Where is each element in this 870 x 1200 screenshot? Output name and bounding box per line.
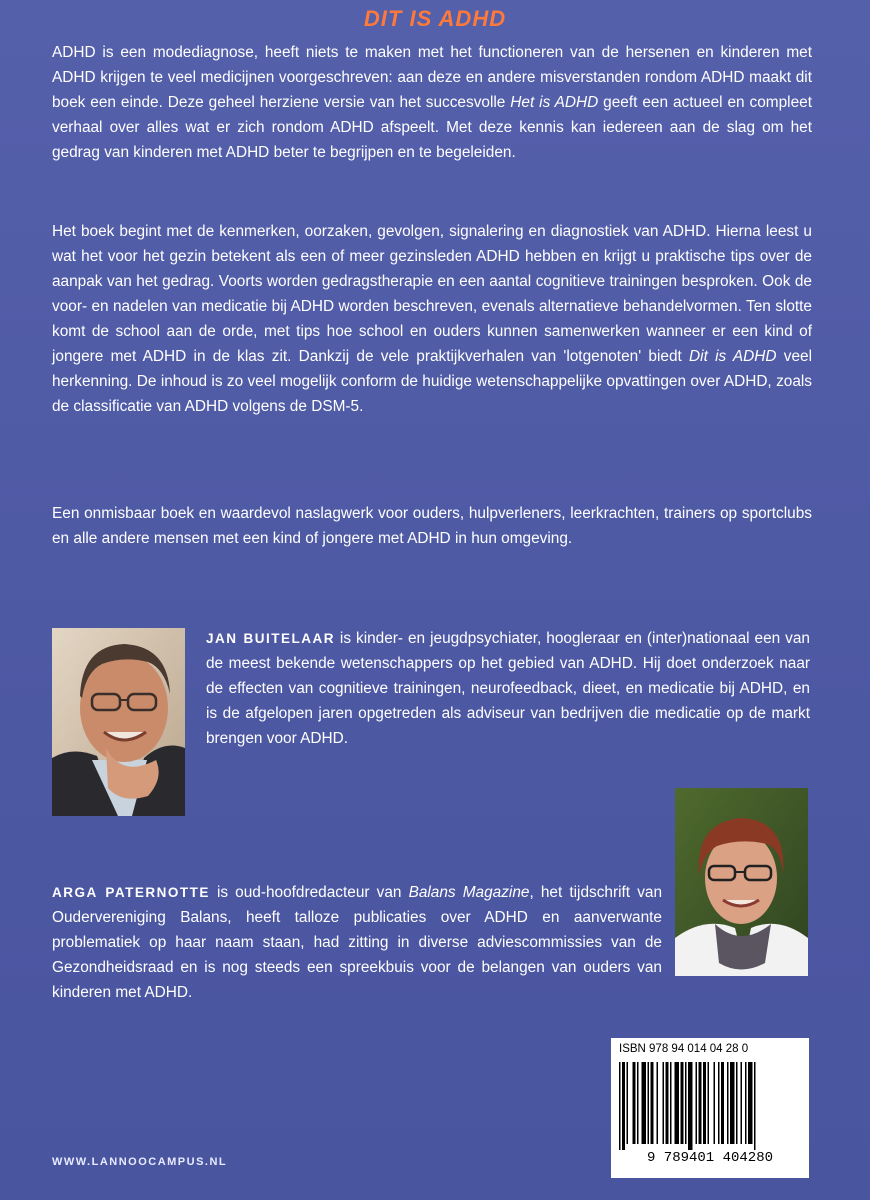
barcode-icon	[617, 1062, 803, 1150]
barcode-bar	[648, 1062, 650, 1144]
author-name: JAN BUITELAAR	[206, 631, 335, 646]
author-bio-italic: Balans Magazine	[408, 884, 530, 901]
paragraph-2-text-b: veel herkenning. De inhoud is zo veel mogelijk conform de huidige wetenschappelijke opvattingen over ADHD, zoals de classificatie van ADHD volgens de DSM-5.	[52, 348, 813, 415]
barcode-bar	[642, 1062, 647, 1144]
barcode-bar	[633, 1062, 636, 1144]
barcode-bar	[622, 1062, 625, 1150]
paragraph-1-text-a: ADHD is een modediagnose, heeft niets te maken met het functioneren van de hersenen en kinderen met ADHD krijgen te veel medicijnen voorgeschreven: aan deze en andere misverstanden rondom ADHD maakt dit boek een einde. Deze geheel herziene versie van het succesvolle	[52, 44, 812, 111]
author-bio-text-b: , het tijdschrift van Oudervereniging Balans, heeft talloze publicaties over ADHD en aanverwante problematiek op haar naam staan, had zitting in diverse adviescommissies van de Gezondheidsraad en is nog steeds een spreekbuis voor de belangen van ouders van kinderen met ADHD.	[52, 884, 663, 1001]
author-bio-arga-paternotte	[52, 880, 662, 1005]
isbn-barcode	[611, 1038, 809, 1178]
description-paragraph-1	[52, 40, 812, 165]
barcode-bar	[708, 1062, 710, 1144]
barcode-bar	[651, 1062, 654, 1144]
barcode-bar	[681, 1062, 684, 1144]
barcode-bar	[666, 1062, 669, 1144]
barcode-bar	[637, 1062, 639, 1144]
barcode-bar	[657, 1062, 659, 1144]
paragraph-2-italic: Dit is ADHD	[689, 348, 777, 365]
portrait-woman-icon	[675, 788, 808, 976]
barcode-bar	[670, 1062, 672, 1144]
barcode-bar	[754, 1062, 756, 1150]
publisher-website: WWW.LANNOOCAMPUS.NL	[52, 1156, 228, 1168]
paragraph-1-italic: Het is ADHD	[510, 94, 599, 111]
author-bio-text-a: is oud-hoofdredacteur van	[209, 884, 409, 901]
barcode-bar	[619, 1062, 621, 1150]
author-photo-arga-paternotte	[675, 788, 808, 976]
isbn-label: ISBN 978 94 014 04 28 0	[619, 1043, 749, 1055]
barcode-bar	[663, 1062, 665, 1144]
barcode-bar	[730, 1062, 735, 1144]
barcode-bar	[736, 1062, 738, 1144]
author-name: ARGA PATERNOTTE	[52, 885, 210, 900]
paragraph-1-text-b: geeft een actueel en compleet verhaal over alles wat er zich rondom ADHD afspeelt. Met deze kennis kan iedereen aan de slag om het gedrag van kinderen met ADHD beter te begrijpen en te begeleiden.	[52, 94, 812, 161]
barcode-bar	[714, 1062, 716, 1144]
barcode-bar	[696, 1062, 698, 1144]
barcode-bar	[748, 1062, 753, 1144]
barcode-bar	[703, 1062, 706, 1144]
barcode-bar	[688, 1062, 693, 1150]
barcode-bar	[699, 1062, 702, 1144]
barcode-digits: 9 789401 404280	[646, 1150, 774, 1166]
barcode-bar	[675, 1062, 680, 1144]
barcode-bar	[727, 1062, 729, 1144]
author-bio-text: is kinder- en jeugdpsychiater, hoogleraar en (inter)nationaal een van de meest bekende wetenschappers op het gebied van ADHD. Hij doet onderzoek naar de effecten van cognitieve trainingen, neurofeedback, dieet, en medicatie bij ADHD, en is de afgelopen jaren opgetreden als adviseur van bedrijven die medicatie op de markt brengen voor ADHD.	[206, 630, 810, 747]
barcode-bar	[721, 1062, 724, 1144]
paragraph-3-text: Een onmisbaar boek en waardevol naslagwerk voor ouders, hulpverleners, leerkrachten, trainers op sportclubs en alle andere mensen met een kind of jongere met ADHD in hun omgeving.	[52, 505, 812, 547]
description-paragraph-2	[52, 219, 812, 419]
description-paragraph-3	[52, 501, 812, 551]
barcode-bar	[627, 1062, 629, 1144]
author-photo-jan-buitelaar	[52, 628, 185, 816]
paragraph-2-text-a: Het boek begint met de kenmerken, oorzaken, gevolgen, signalering en diagnostiek van ADHD. Hierna leest u wat het voor het gezin betekent als een of meer gezinsleden ADHD hebben en krijgt u praktische tips over de aanpak van het gedrag. Voorts worden gedragstherapie en een aantal cognitieve trainingen besproken. Ook de voor- en nadelen van medicatie bij ADHD worden beschreven, evenals alternatieve behandelvormen. Ten slotte komt de school aan de orde, met tips hoe school en ouders kunnen samenwerken wanneer er een kind of jongere met ADHD in de klas zit. Dankzij de vele praktijkverhalen van 'lotgenoten' biedt	[52, 223, 812, 365]
barcode-bar	[685, 1062, 687, 1144]
barcode-bar	[745, 1062, 747, 1144]
barcode-bar	[741, 1062, 743, 1144]
barcode-bar	[718, 1062, 720, 1144]
book-title: DIT IS ADHD	[363, 6, 507, 31]
author-bio-jan-buitelaar	[206, 626, 810, 751]
portrait-man-icon	[52, 628, 185, 816]
